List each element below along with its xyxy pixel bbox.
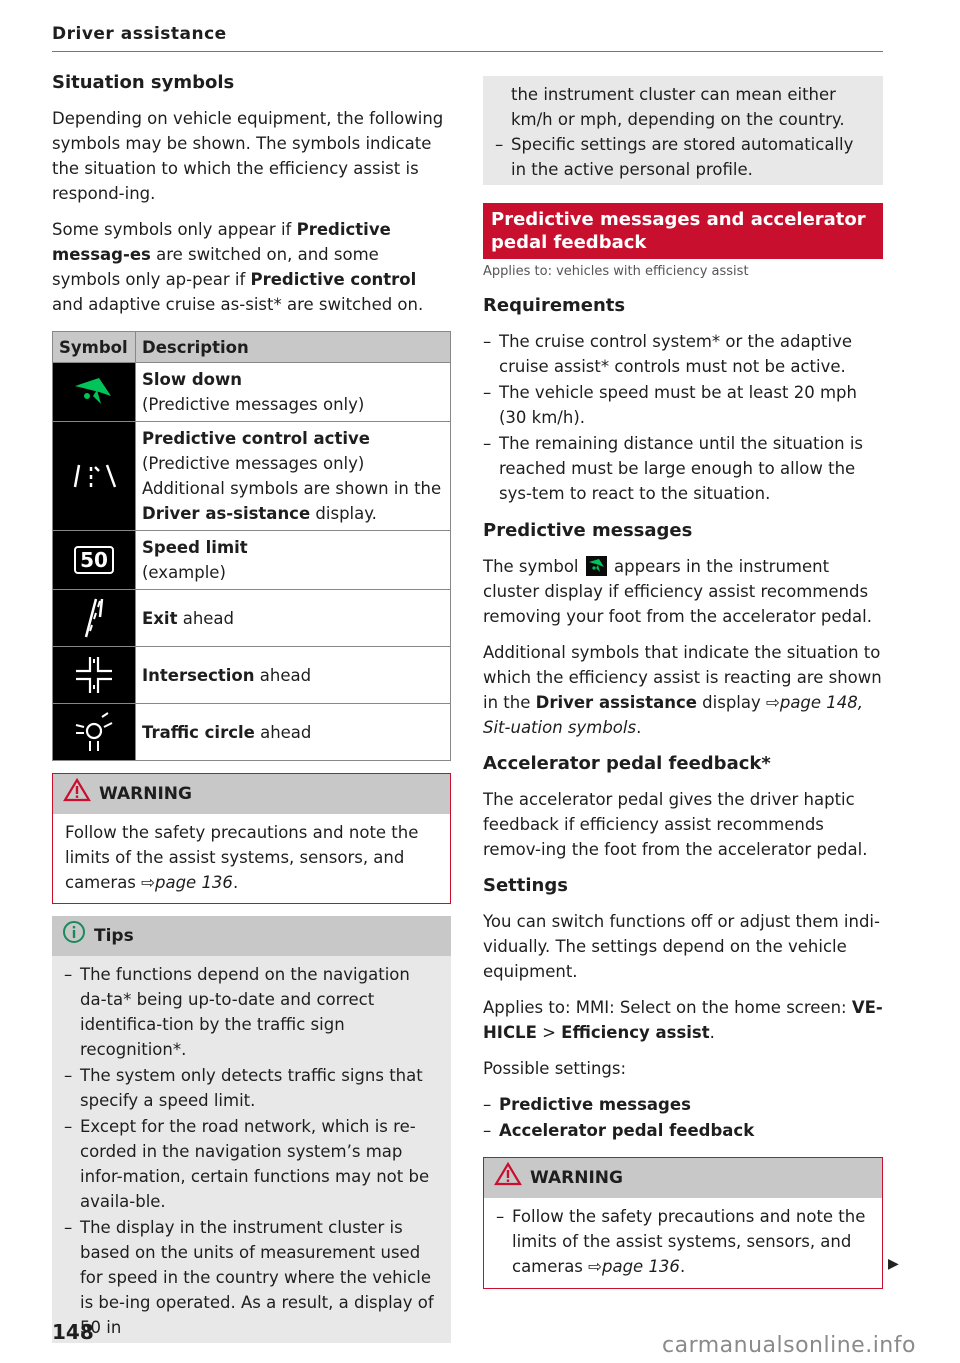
list-item: – The display in the instrument cluster is based on the units of measurement used for speed in the country where the vehicle is be-ing operated. As a result, a display of 50 in: [64, 1215, 439, 1340]
accelerator-pedal-feedback-heading: Accelerator pedal feedback*: [483, 753, 771, 774]
list-item: – Predictive messages: [483, 1092, 883, 1117]
warning-triangle-icon: [63, 778, 91, 810]
left-column: [52, 70, 451, 1343]
warning-box: [483, 1157, 883, 1289]
settings-paragraph-1: You can switch functions off or adjust them indi-vidually. The settings depend on the vehicle equipment.: [483, 912, 880, 981]
accelerator-pedal-feedback-text: The accelerator pedal gives the driver haptic feedback if efficiency assist recommends remov-ing the foot from the accelerator pedal.: [483, 790, 868, 859]
predictive-messages-paragraph-2: Additional symbols that indicate the situation to which the efficiency assist is reacting are shown in the Driver assistance display ⇨page 148, Sit-uation symbols.: [483, 643, 882, 737]
page-reference-link[interactable]: page 136: [154, 873, 233, 892]
requirements-heading: Requirements: [483, 295, 626, 316]
list-item: – Except for the road network, which is re-corded in the navigation system’s map infor-mation, certain functions may not be availa-ble.: [64, 1114, 439, 1214]
tips-body: [52, 956, 451, 1343]
situation-symbols-heading: Situation symbols: [52, 72, 235, 93]
page-reference-link[interactable]: page 136: [601, 1257, 680, 1276]
traffic-circle-icon: [53, 704, 136, 761]
warning-box: [52, 773, 451, 904]
info-icon: [62, 920, 86, 952]
warning-header: [53, 774, 450, 814]
slow-down-icon: [586, 556, 607, 576]
table-header-symbol: Symbol: [53, 332, 136, 363]
table-cell-description: Exit ahead: [136, 590, 451, 647]
table-cell-description: Speed limit (example): [136, 531, 451, 590]
tips-title: Tips: [94, 925, 134, 946]
table-row: [53, 363, 451, 422]
list-item: – The functions depend on the navigation da-ta* being up-to-date and correct identifica-tion by the traffic sign recognition*.: [64, 962, 439, 1062]
predictive-messages-paragraph-1: The symbol appears in the instrument cluster display if efficiency assist recommends removing your foot from the accelerator pedal.: [483, 557, 872, 626]
table-row: [53, 704, 451, 761]
settings-paragraph-2: Applies to: MMI: Select on the home screen: VE-HICLE > Efficiency assist.: [483, 998, 883, 1042]
predictive-messages-heading: Predictive messages: [483, 520, 693, 541]
header-rule: [52, 51, 883, 52]
tips-header: [52, 916, 451, 956]
table-cell-description: Slow down (Predictive messages only): [136, 363, 451, 422]
table-cell-description: Predictive control active (Predictive messages only) Additional symbols are shown in the Driver as-sistance display.: [136, 422, 451, 531]
applies-to-note: Applies to: vehicles with efficiency assist: [483, 264, 749, 279]
continue-arrow-icon: ▶: [888, 1256, 899, 1272]
warning-header: [484, 1158, 882, 1198]
table-cell-description: Intersection ahead: [136, 647, 451, 704]
predictive-control-icon: [53, 422, 136, 531]
list-item: – Accelerator pedal feedback: [483, 1118, 883, 1143]
table-header-description: Description: [136, 332, 451, 363]
warning-body: Follow the safety precautions and note the limits of the assist systems, sensors, and cameras ⇨page 136.: [65, 823, 419, 892]
warning-title: WARNING: [530, 1167, 623, 1188]
speed-limit-icon: 50: [53, 531, 136, 590]
settings-paragraph-3: Possible settings:: [483, 1059, 627, 1078]
page-number: 148: [52, 1320, 94, 1344]
tips-box: [52, 916, 451, 1343]
tips-continued-text: the instrument cluster can mean either km/h or mph, depending on the country.: [511, 85, 845, 129]
intro-paragraph-2: Some symbols only appear if Predictive messag-es are switched on, and some symbols only ap-pear if Predictive control and adaptive cruise as-sist* are switched on.: [52, 220, 424, 314]
list-item: – The remaining distance until the situation is reached must be large enough to allow the sys-tem to react to the situation.: [483, 431, 883, 506]
situation-symbols-table: [52, 331, 451, 761]
exit-icon: [53, 590, 136, 647]
table-row: [53, 422, 451, 531]
warning-body: [484, 1198, 882, 1288]
tips-continued-box: [483, 76, 883, 185]
page-reference-link[interactable]: page 148, Sit-uation symbols: [483, 693, 864, 737]
list-item: – The cruise control system* or the adaptive cruise assist* controls must not be active.: [483, 329, 883, 379]
table-row: [53, 531, 451, 590]
table-row: [53, 590, 451, 647]
list-item: – The system only detects traffic signs that specify a speed limit.: [64, 1063, 439, 1113]
list-item: – Follow the safety precautions and note the limits of the assist systems, sensors, and cameras ⇨page 136.: [496, 1204, 870, 1279]
warning-triangle-icon: [494, 1162, 522, 1194]
list-item: – Specific settings are stored automatically in the active personal profile.: [495, 132, 871, 182]
intersection-icon: [53, 647, 136, 704]
list-item: – The vehicle speed must be at least 20 mph (30 km/h).: [483, 380, 883, 430]
section-title-banner: Predictive messages and accelerator pedal feedback: [483, 203, 883, 259]
table-cell-description: Traffic circle ahead: [136, 704, 451, 761]
watermark: carmanualsonline.info: [662, 1333, 916, 1358]
right-column: [483, 70, 883, 1289]
settings-heading: Settings: [483, 875, 568, 896]
warning-title: WARNING: [99, 783, 192, 804]
page-header-title: Driver assistance: [52, 24, 227, 44]
table-row: [53, 647, 451, 704]
slow-down-icon: [53, 363, 136, 422]
intro-paragraph-1: Depending on vehicle equipment, the following symbols may be shown. The symbols indicate the situation to which the efficiency assist is respond-ing.: [52, 109, 444, 203]
